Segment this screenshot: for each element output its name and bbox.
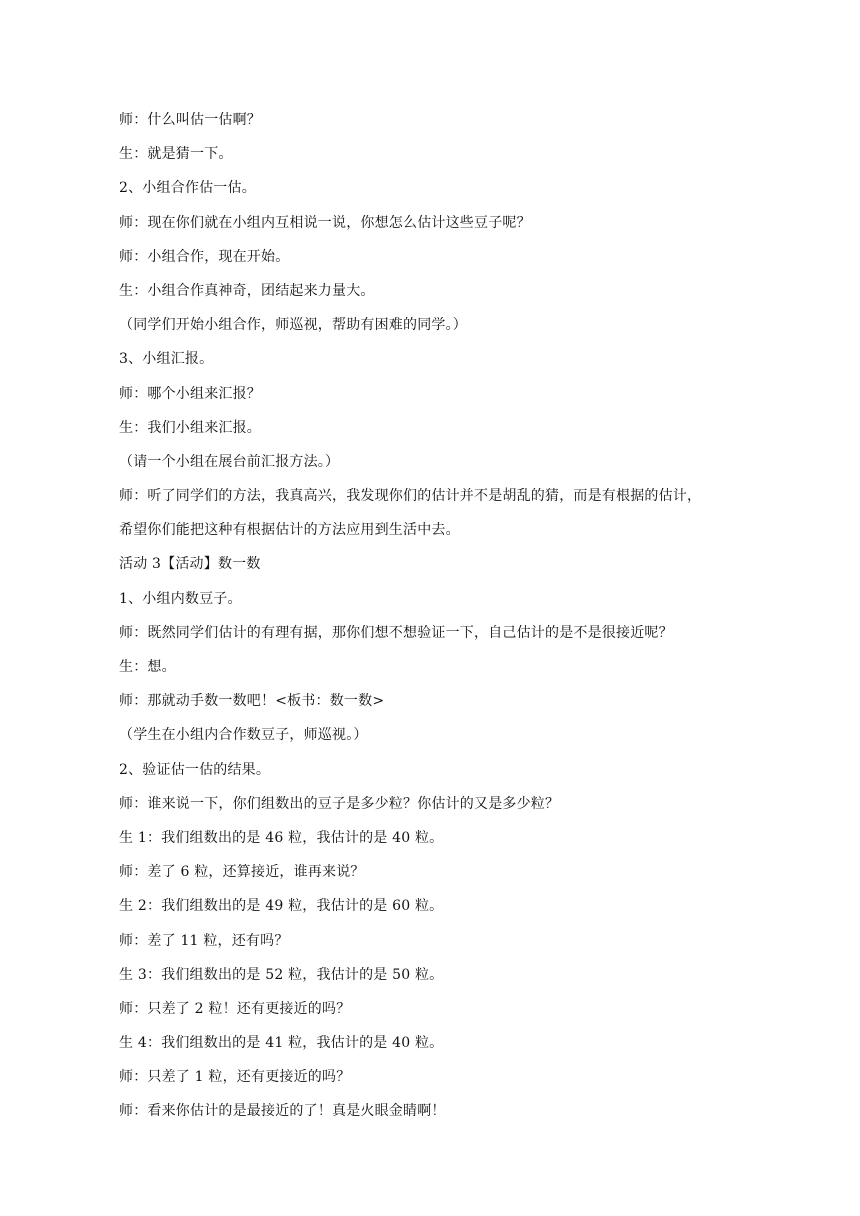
text-line: 师：看来你估计的是最接近的了！真是火眼金睛啊！ [119, 1103, 446, 1120]
text-line: 生 4：我们组数出的是 41 粒，我估计的是 40 粒。 [119, 1035, 444, 1052]
text-line: 师：谁来说一下，你们组数出的豆子是多少粒？你估计的又是多少粒？ [119, 795, 560, 812]
text-line: 师：差了 11 粒，还有吗？ [119, 932, 289, 949]
stage-direction: （请一个小组在展台前汇报方法。） [119, 453, 340, 470]
text-line: 生：想。 [119, 659, 176, 675]
text-line: 师：只差了 1 粒，还有更接近的吗？ [119, 1069, 351, 1086]
text-line: 师：什么叫估一估啊？ [119, 112, 261, 128]
stage-direction: （同学们开始小组合作，师巡视，帮助有困难的同学。） [119, 317, 467, 334]
stage-direction: （学生在小组内合作数豆子，师巡视。） [119, 727, 368, 744]
text-line: 师：哪个小组来汇报？ [119, 385, 261, 402]
text-line: 师：既然同学们估计的有理有据，那你们想不想验证一下，自己估计的是不是很接近呢？ [119, 624, 673, 641]
text-line: 生：就是猜一下。 [119, 146, 233, 163]
text-line: 生：我们小组来汇报。 [119, 419, 261, 436]
text-line: 生 2：我们组数出的是 49 粒，我估计的是 60 粒。 [119, 898, 444, 915]
section-heading: 3、小组汇报。 [119, 351, 214, 368]
text-line: 师：听了同学们的方法，我真高兴，我发现你们的估计并不是胡乱的猜，而是有根据的估计， [119, 488, 702, 505]
text-line: 生 3：我们组数出的是 52 粒，我估计的是 50 粒。 [119, 966, 444, 983]
text-line: 生 1：我们组数出的是 46 粒，我估计的是 40 粒。 [119, 829, 444, 846]
section-heading: 2、小组合作估一估。 [119, 180, 256, 197]
text-line: 师：小组合作，现在开始。 [119, 248, 290, 265]
section-heading: 2、验证估一估的结果。 [119, 761, 271, 778]
document-body [119, 108, 747, 1134]
text-line: 希望你们能把这种有根据估计的方法应用到生活中去。 [119, 522, 460, 539]
activity-heading: 活动 3【活动】数一数 [119, 556, 261, 573]
section-heading: 1、小组内数豆子。 [119, 590, 242, 607]
text-line: 师：只差了 2 粒！还有更接近的吗？ [119, 1000, 351, 1017]
text-line: 生：小组合作真神奇，团结起来力量大。 [119, 282, 375, 299]
text-line: 师：现在你们就在小组内互相说一说，你想怎么估计这些豆子呢？ [119, 214, 531, 231]
text-line: 师：那就动手数一数吧！<板书：数一数> [119, 693, 385, 710]
text-line: 师：差了 6 粒，还算接近，谁再来说？ [119, 864, 365, 881]
